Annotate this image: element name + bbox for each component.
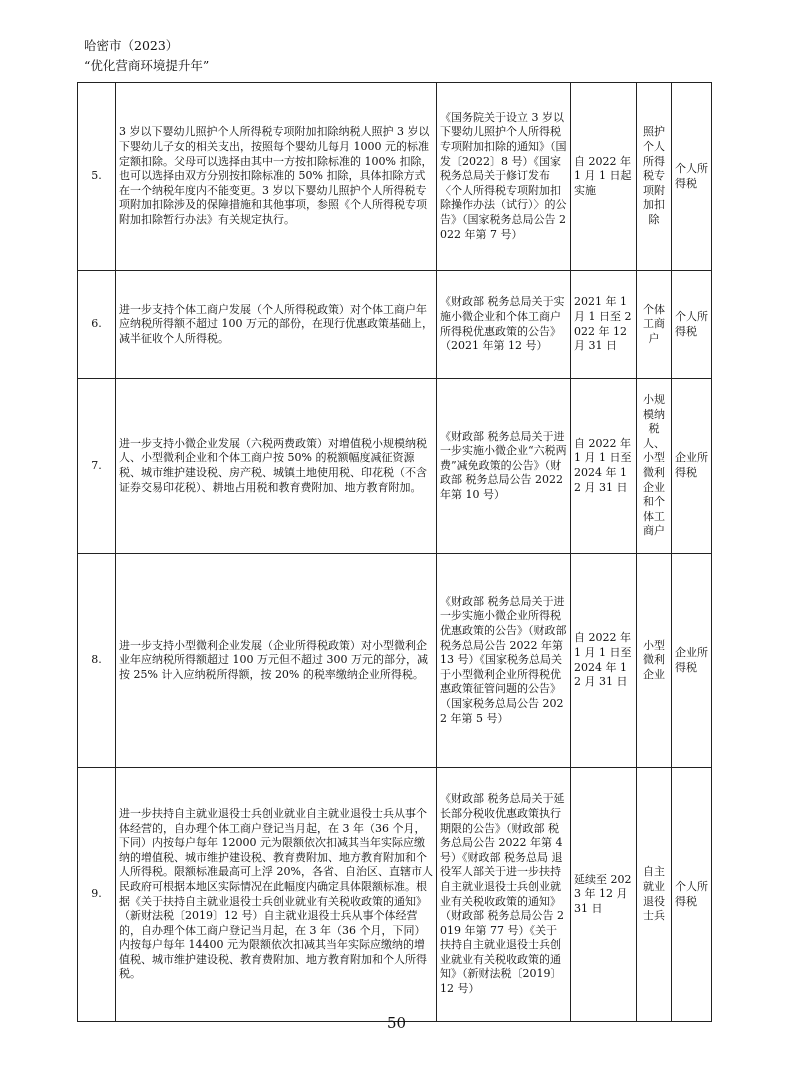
table-row [78, 379, 712, 554]
policy-target: 小型微利企业 [637, 554, 672, 768]
row-number: 6. [78, 271, 116, 379]
document-header [84, 36, 209, 76]
policy-basis: 《财政部 税务总局关于延长部分税收优惠政策执行期限的公告》（财政部 税务总局公告 2022 年第 4 号）《财政部 税务总局 退役军人部关于进一步扶持自主就业退役士兵创业就业有关税收政策的通知》（财政部 税务总局公告 2019 年第 77 号）《关于扶持自主就业退役士兵创业就业有关税收政策的通知》（新财法税〔2019〕12 号） [437, 768, 571, 1022]
row-number: 7. [78, 379, 116, 554]
policy-table [77, 82, 712, 1022]
policy-target: 照护个人所得税专项附加扣除 [637, 83, 672, 271]
policy-basis: 《国务院关于设立 3 岁以下婴幼儿照护个人所得税专项附加扣除的通知》（国发〔2022〕8 号）《国家税务总局关于修订发布〈个人所得税专项附加扣除操作办法（试行）〉的公告》（国家税务总局公告 2022 年第 7 号） [437, 83, 571, 271]
policy-target: 个体工商户 [637, 271, 672, 379]
tax-type: 个人所得税 [672, 768, 712, 1022]
policy-basis: 《财政部 税务总局关于实施小微企业和个体工商户所得税优惠政策的公告》（2021 年第 12 号） [437, 271, 571, 379]
policy-period: 2021 年 1 月 1 日至 2022 年 12 月 31 日 [571, 271, 637, 379]
policy-target: 小规模纳税人、小型微利企业和个体工商户 [637, 379, 672, 554]
table-row [78, 271, 712, 379]
policy-period: 延续至 2023 年 12 月 31 日 [571, 768, 637, 1022]
tax-type: 个人所得税 [672, 271, 712, 379]
policy-content: 进一步支持个体工商户发展（个人所得税政策）对个体工商户年应纳税所得额不超过 100 万元的部份，在现行优惠政策基础上，减半征收个人所得税。 [116, 271, 437, 379]
policy-basis: 《财政部 税务总局关于进一步实施小微企业“六税两费”减免政策的公告》（财政部 税务总局公告 2022 年第 10 号） [437, 379, 571, 554]
policy-target: 自主就业退役士兵 [637, 768, 672, 1022]
row-number: 5. [78, 83, 116, 271]
table-row [78, 554, 712, 768]
table-row [78, 768, 712, 1022]
row-number: 8. [78, 554, 116, 768]
header-campaign-title: “优化营商环境提升年” [84, 58, 210, 73]
policy-content: 3 岁以下婴幼儿照护个人所得税专项附加扣除纳税人照护 3 岁以下婴幼儿子女的相关支出，按照每个婴幼儿每月 1000 元的标准定额扣除。父母可以选择由其中一方按扣除标准的 100% 扣除，也可以选择由双方分别按扣除标准的 50% 扣除，具体扣除方式在一个纳税年度内不能变更。3 岁以下婴幼儿照护个人所得税专项附加扣除涉及的保障措施和其他事项，参照《个人所得税专项附加扣除暂行办法》有关规定执行。 [116, 83, 437, 271]
header-city-year: 哈密市（2023） [84, 38, 179, 53]
row-number: 9. [78, 768, 116, 1022]
policy-content: 进一步支持小型微利企业发展（企业所得税政策）对小型微利企业年应纳税所得额超过 100 万元但不超过 300 万元的部分，减按 25% 计入应纳税所得额，按 20% 的税率缴纳企业所得税。 [116, 554, 437, 768]
policy-period: 自 2022 年 1 月 1 日起实施 [571, 83, 637, 271]
policy-basis: 《财政部 税务总局关于进一步实施小微企业所得税优惠政策的公告》（财政部 税务总局公告 2022 年第 13 号）《国家税务总局关于小型微利企业所得税优惠政策征管问题的公告》（国家税务总局公告 2022 年第 5 号） [437, 554, 571, 768]
table-row [78, 83, 712, 271]
policy-period: 自 2022 年 1 月 1 日至 2024 年 12 月 31 日 [571, 379, 637, 554]
policy-period: 自 2022 年 1 月 1 日至 2024 年 12 月 31 日 [571, 554, 637, 768]
policy-content: 进一步扶持自主就业退役士兵创业就业自主就业退役士兵从事个体经营的，自办理个体工商户登记当月起，在 3 年（36 个月，下同）内按每户每年 12000 元为限额依次扣减其当年实际应缴纳的增值税、城市维护建设税、教育费附加、地方教育附加和个人所得税。限额标准最高可上浮 20%，各省、自治区、直辖市人民政府可根据本地区实际情况在此幅度内确定具体限额标准。根据《关于扶持自主就业退役士兵创业就业有关税收政策的通知》（新财法税〔2019〕12 号）自主就业退役士兵从事个体经营的，自办理个体工商户登记当月起，在 3 年（36 个月，下同）内按每户每年 14400 元为限额依次扣减其当年实际应缴纳的增值税、城市维护建设税、教育费附加、地方教育附加和个人所得税。 [116, 768, 437, 1022]
tax-type: 个人所得税 [672, 83, 712, 271]
page-number: 50 [386, 1014, 407, 1032]
tax-type: 企业所得税 [672, 554, 712, 768]
tax-type: 企业所得税 [672, 379, 712, 554]
policy-content: 进一步支持小微企业发展（六税两费政策）对增值税小规模纳税人、小型微利企业和个体工商户按 50% 的税额幅度减征资源税、城市维护建设税、房产税、城镇土地使用税、印花税（不含证券交易印花税）、耕地占用税和教育费附加、地方教育附加。 [116, 379, 437, 554]
